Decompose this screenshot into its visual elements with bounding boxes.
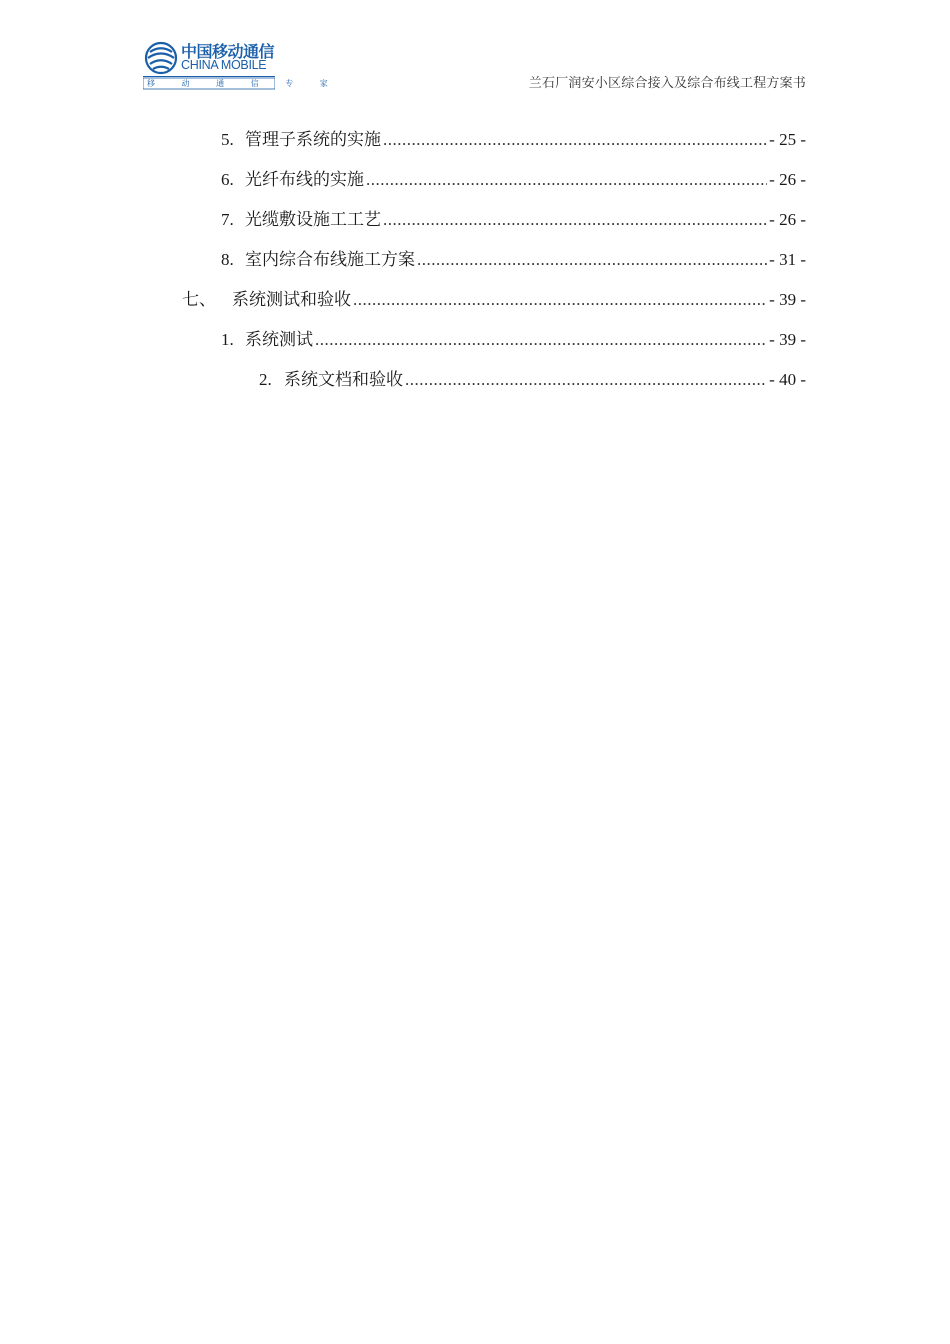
toc-entry[interactable] — [259, 367, 806, 391]
toc-entry-page: - 39 - — [769, 330, 806, 349]
toc-entry[interactable] — [221, 207, 806, 231]
toc-entry-label: 管理子系统的实施 — [245, 130, 381, 150]
toc-entry-number: 1. — [221, 330, 234, 349]
toc-entry-number: 5. — [221, 130, 234, 149]
toc-leader-dots — [353, 289, 767, 311]
toc-entry-page: - 40 - — [769, 370, 806, 389]
toc-entry-page: - 31 - — [769, 250, 806, 269]
logo-en-name: CHINA MOBILE — [181, 58, 267, 72]
toc-entry-number: 2. — [259, 370, 272, 389]
toc-leader-dots — [315, 329, 767, 351]
toc-entry-page: - 25 - — [769, 130, 806, 149]
toc-leader-dots — [417, 249, 767, 271]
toc-entry[interactable] — [221, 167, 806, 191]
toc-entry-number: 7. — [221, 210, 234, 229]
toc-entry-page: - 26 - — [769, 170, 806, 189]
toc-entry-label: 光纤布线的实施 — [245, 170, 364, 190]
toc-leader-dots — [383, 209, 767, 231]
toc-entry-number: 8. — [221, 250, 234, 269]
toc-entry[interactable] — [221, 247, 806, 271]
logo-cn-name: 中国移动通信 — [181, 42, 275, 61]
toc-entry-label: 系统测试 — [245, 330, 313, 350]
logo-tagline: 移 动 通 信 专 家 — [147, 79, 340, 88]
toc-entry-label: 光缆敷设施工工艺 — [245, 210, 381, 230]
toc-entry[interactable] — [182, 287, 806, 311]
toc-leader-dots — [383, 129, 767, 151]
toc-entry-page: - 39 - — [769, 290, 806, 309]
toc-leader-dots — [405, 369, 767, 391]
toc-entry[interactable] — [221, 327, 806, 351]
toc-entry-label: 系统测试和验收 — [232, 290, 351, 310]
toc-entry-label: 系统文档和验收 — [284, 370, 403, 390]
toc-entry[interactable] — [221, 127, 806, 151]
document-title: 兰石厂润安小区综合接入及综合布线工程方案书 — [528, 76, 806, 91]
toc-entry-number: 6. — [221, 170, 234, 189]
toc-entry-label: 室内综合布线施工方案 — [245, 250, 415, 270]
toc-entry-number: 七、 — [182, 290, 216, 310]
toc-entry-page: - 26 - — [769, 210, 806, 229]
toc-leader-dots — [366, 169, 767, 191]
